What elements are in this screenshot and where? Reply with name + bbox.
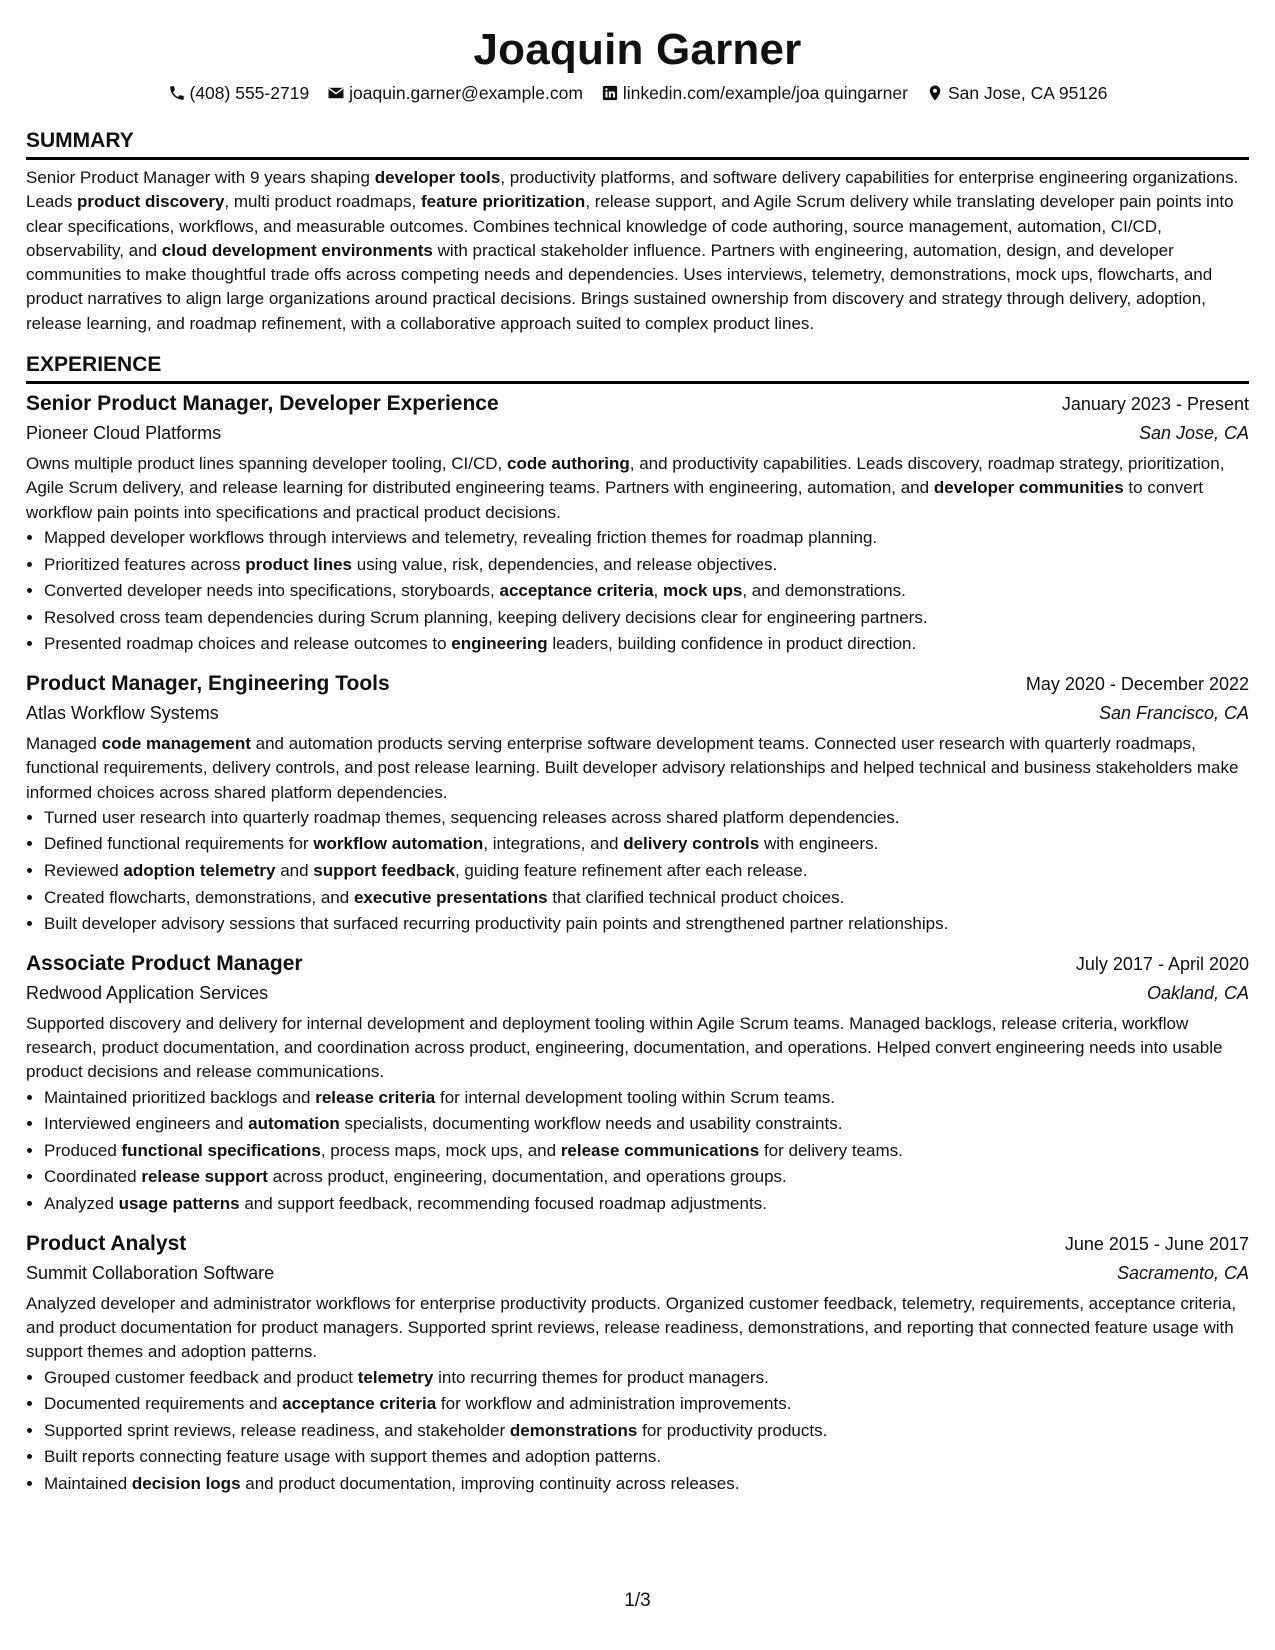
experience-list	[26, 390, 1249, 1497]
job-location: San Jose, CA	[1138, 423, 1249, 444]
linkedin-link[interactable]: linkedin.com/example/joa quingarner	[622, 83, 908, 103]
bold-phrase: release communications	[560, 1140, 760, 1160]
job-title: Product Manager, Engineering Tools	[26, 671, 390, 695]
bullet-item: • Mapped developer workflows through interviews and telemetry, revealing friction themes for roadmap planning.	[44, 525, 1249, 552]
job-dates: May 2020 - December 2022	[1025, 673, 1249, 694]
page-number: 1/3	[624, 1590, 651, 1611]
job-title: Senior Product Manager, Developer Experience	[26, 392, 499, 416]
bullet-item: • Presented roadmap choices and release outcomes to engineering leaders, building confidence in product direction.	[44, 631, 1249, 658]
bullet-item: • Converted developer needs into specifications, storyboards, acceptance criteria, mock ups, and demonstrations.	[44, 578, 1249, 605]
job-location: San Francisco, CA	[1098, 702, 1249, 723]
bold-phrase: developer communities	[933, 478, 1124, 498]
bold-phrase: cloud development environments	[161, 240, 433, 260]
job-description: Managed code management and automation products serving enterprise software development teams. Connected user research with quarterly roadmaps, functional requirements, delivery controls, and post release learning. Built developer advisory relationships and helped technical and business stakeholders make informed choices across shared platform dependencies.	[26, 733, 1239, 802]
job-dates: January 2023 - Present	[1061, 394, 1249, 415]
bullet-item: • Analyzed usage patterns and support feedback, recommending focused roadmap adjustments.	[44, 1191, 1249, 1218]
contact-email[interactable]	[327, 82, 583, 104]
bold-phrase: release support	[141, 1167, 268, 1187]
job-company: Pioneer Cloud Platforms	[26, 423, 222, 444]
bold-phrase: feature prioritization	[420, 192, 586, 212]
bullet-item: • Coordinated release support across product, engineering, documentation, and operations groups.	[44, 1164, 1249, 1191]
bold-phrase: usage patterns	[118, 1194, 240, 1214]
bold-phrase: product discovery	[77, 192, 225, 212]
bullet-item: • Built developer advisory sessions that surfaced recurring productivity pain points and strengthened partner relationships.	[44, 911, 1249, 938]
bullet-item: • Resolved cross team dependencies during Scrum planning, keeping delivery decisions clear for engineering partners.	[44, 605, 1249, 632]
bullet-item: • Created flowcharts, demonstrations, and executive presentations that clarified technical product choices.	[44, 885, 1249, 912]
bold-phrase: mock ups	[662, 581, 743, 601]
bullet-item: • Turned user research into quarterly roadmap themes, sequencing releases across shared platform dependencies.	[44, 805, 1249, 832]
bold-phrase: acceptance criteria	[499, 581, 654, 601]
bold-phrase: delivery controls	[623, 834, 760, 854]
job-entry	[26, 390, 1249, 658]
job-title: Associate Product Manager	[26, 951, 303, 975]
bold-phrase: engineering	[451, 634, 548, 654]
bullet-item: • Maintained decision logs and product documentation, improving continuity across releases.	[44, 1471, 1249, 1498]
job-description: Owns multiple product lines spanning developer tooling, CI/CD, code authoring, and productivity capabilities. Leads discovery, roadmap strategy, prioritization, Agile Scrum delivery, and release learning for distributed engineering teams. Partners with engineering, automation, and developer communities to convert workflow pain points into specifications and practical product decisions.	[26, 454, 1225, 522]
bullet-item: • Interviewed engineers and automation specialists, documenting workflow needs and usability constraints.	[44, 1111, 1249, 1138]
email-link[interactable]: joaquin.garner@example.com	[349, 83, 583, 103]
job-entry	[26, 1230, 1249, 1498]
bullet-item: • Built reports connecting feature usage with support themes and adoption patterns.	[44, 1444, 1249, 1471]
job-entry	[26, 950, 1249, 1218]
bullet-item: • Produced functional specifications, process maps, mock ups, and release communications for delivery teams.	[44, 1138, 1249, 1165]
job-dates: June 2015 - June 2017	[1064, 1233, 1249, 1254]
contact-linkedin[interactable]	[601, 82, 908, 104]
bullet-item: • Defined functional requirements for workflow automation, integrations, and delivery controls with engineers.	[44, 831, 1249, 858]
candidate-name: Joaquin Garner	[473, 25, 802, 74]
bold-phrase: product lines	[245, 554, 352, 574]
bold-phrase: adoption telemetry	[123, 861, 276, 881]
job-company: Summit Collaboration Software	[26, 1262, 275, 1283]
job-description: Supported discovery and delivery for internal development and deployment tooling within Agile Scrum teams. Managed backlogs, release criteria, workflow research, product documentation, and coordination across product, engineering, documentation, and operations. Helped convert engineering needs into usable product decisions and release communications.	[26, 1013, 1223, 1082]
contact-bar	[26, 82, 1249, 104]
job-dates: July 2017 - April 2020	[1075, 953, 1249, 974]
job-bullets	[26, 1085, 1249, 1218]
bold-phrase: acceptance criteria	[282, 1394, 437, 1414]
bold-phrase: workflow automation	[313, 834, 484, 854]
bold-phrase: release criteria	[315, 1087, 436, 1107]
bullet-item: • Prioritized features across product lines using value, risk, dependencies, and release objectives.	[44, 552, 1249, 579]
bold-phrase: decision logs	[131, 1473, 241, 1493]
bold-phrase: developer tools	[374, 168, 501, 187]
bold-phrase: support feedback	[313, 861, 455, 881]
bullet-item: • Supported sprint reviews, release readiness, and stakeholder demonstrations for productivity products.	[44, 1418, 1249, 1445]
summary-text: Senior Product Manager with 9 years shaping developer tools, productivity platforms, and software delivery capabilities for enterprise engineering organizations. Leads product discovery, multi product roadmaps, feature prioritization, release support, and Agile Scrum delivery while translating developer pain points into clear specifications, workflows, and measurable outcomes. Combines technical knowledge of code authoring, source management, automation, CI/CD, observability, and cloud development environments with practical stakeholder influence. Partners with engineering, automation, design, and developer communities to make thoughtful trade offs across competing needs and dependencies. Uses interviews, telemetry, demonstrations, mock ups, flowcharts, and product narratives to align large organizations around practical decisions. Brings sustained ownership from discovery and strategy through delivery, adoption, release learning, and roadmap refinement, with a collaborative approach suited to complex product lines.	[26, 168, 1239, 333]
bullet-item: • Documented requirements and acceptance criteria for workflow and administration improvements.	[44, 1391, 1249, 1418]
bold-phrase: telemetry	[357, 1367, 434, 1387]
bold-phrase: demonstrations	[509, 1420, 638, 1440]
bold-phrase: code management	[101, 733, 251, 753]
envelope-icon	[327, 84, 345, 102]
resume-page	[26, 0, 1249, 1650]
bullet-item: • Reviewed adoption telemetry and support feedback, guiding feature refinement after each release.	[44, 858, 1249, 885]
job-bullets	[26, 1365, 1249, 1498]
bullet-item: • Maintained prioritized backlogs and release criteria for internal development tooling within Scrum teams.	[44, 1085, 1249, 1112]
job-location: Sacramento, CA	[1116, 1262, 1249, 1283]
job-company: Atlas Workflow Systems	[26, 702, 219, 723]
linkedin-icon	[601, 84, 619, 102]
bold-phrase: executive presentations	[353, 887, 548, 907]
job-title: Product Analyst	[26, 1231, 187, 1255]
job-bullets	[26, 805, 1249, 938]
job-description: Analyzed developer and administrator workflows for enterprise productivity products. Organized customer feedback, telemetry, requirements, acceptance criteria, and product documentation for product managers. Supported sprint reviews, release readiness, demonstrations, and reporting that connected feature usage with support themes and adoption patterns.	[26, 1293, 1237, 1362]
job-location: Oakland, CA	[1146, 982, 1249, 1003]
contact-phone	[168, 82, 310, 104]
map-pin-icon	[926, 84, 944, 102]
job-bullets	[26, 525, 1249, 658]
location-text: San Jose, CA 95126	[947, 83, 1108, 103]
phone-icon	[168, 84, 186, 102]
bullet-item: • Grouped customer feedback and product telemetry into recurring themes for product managers.	[44, 1365, 1249, 1392]
contact-location	[926, 82, 1108, 104]
bold-phrase: functional specifications	[121, 1140, 321, 1160]
bold-phrase: automation	[248, 1114, 340, 1134]
summary-heading: SUMMARY	[26, 128, 1249, 160]
experience-heading: EXPERIENCE	[26, 352, 1249, 384]
phone-text: (408) 555-2719	[189, 83, 310, 103]
job-entry	[26, 670, 1249, 938]
job-company: Redwood Application Services	[26, 982, 269, 1003]
bold-phrase: code authoring	[506, 454, 630, 474]
